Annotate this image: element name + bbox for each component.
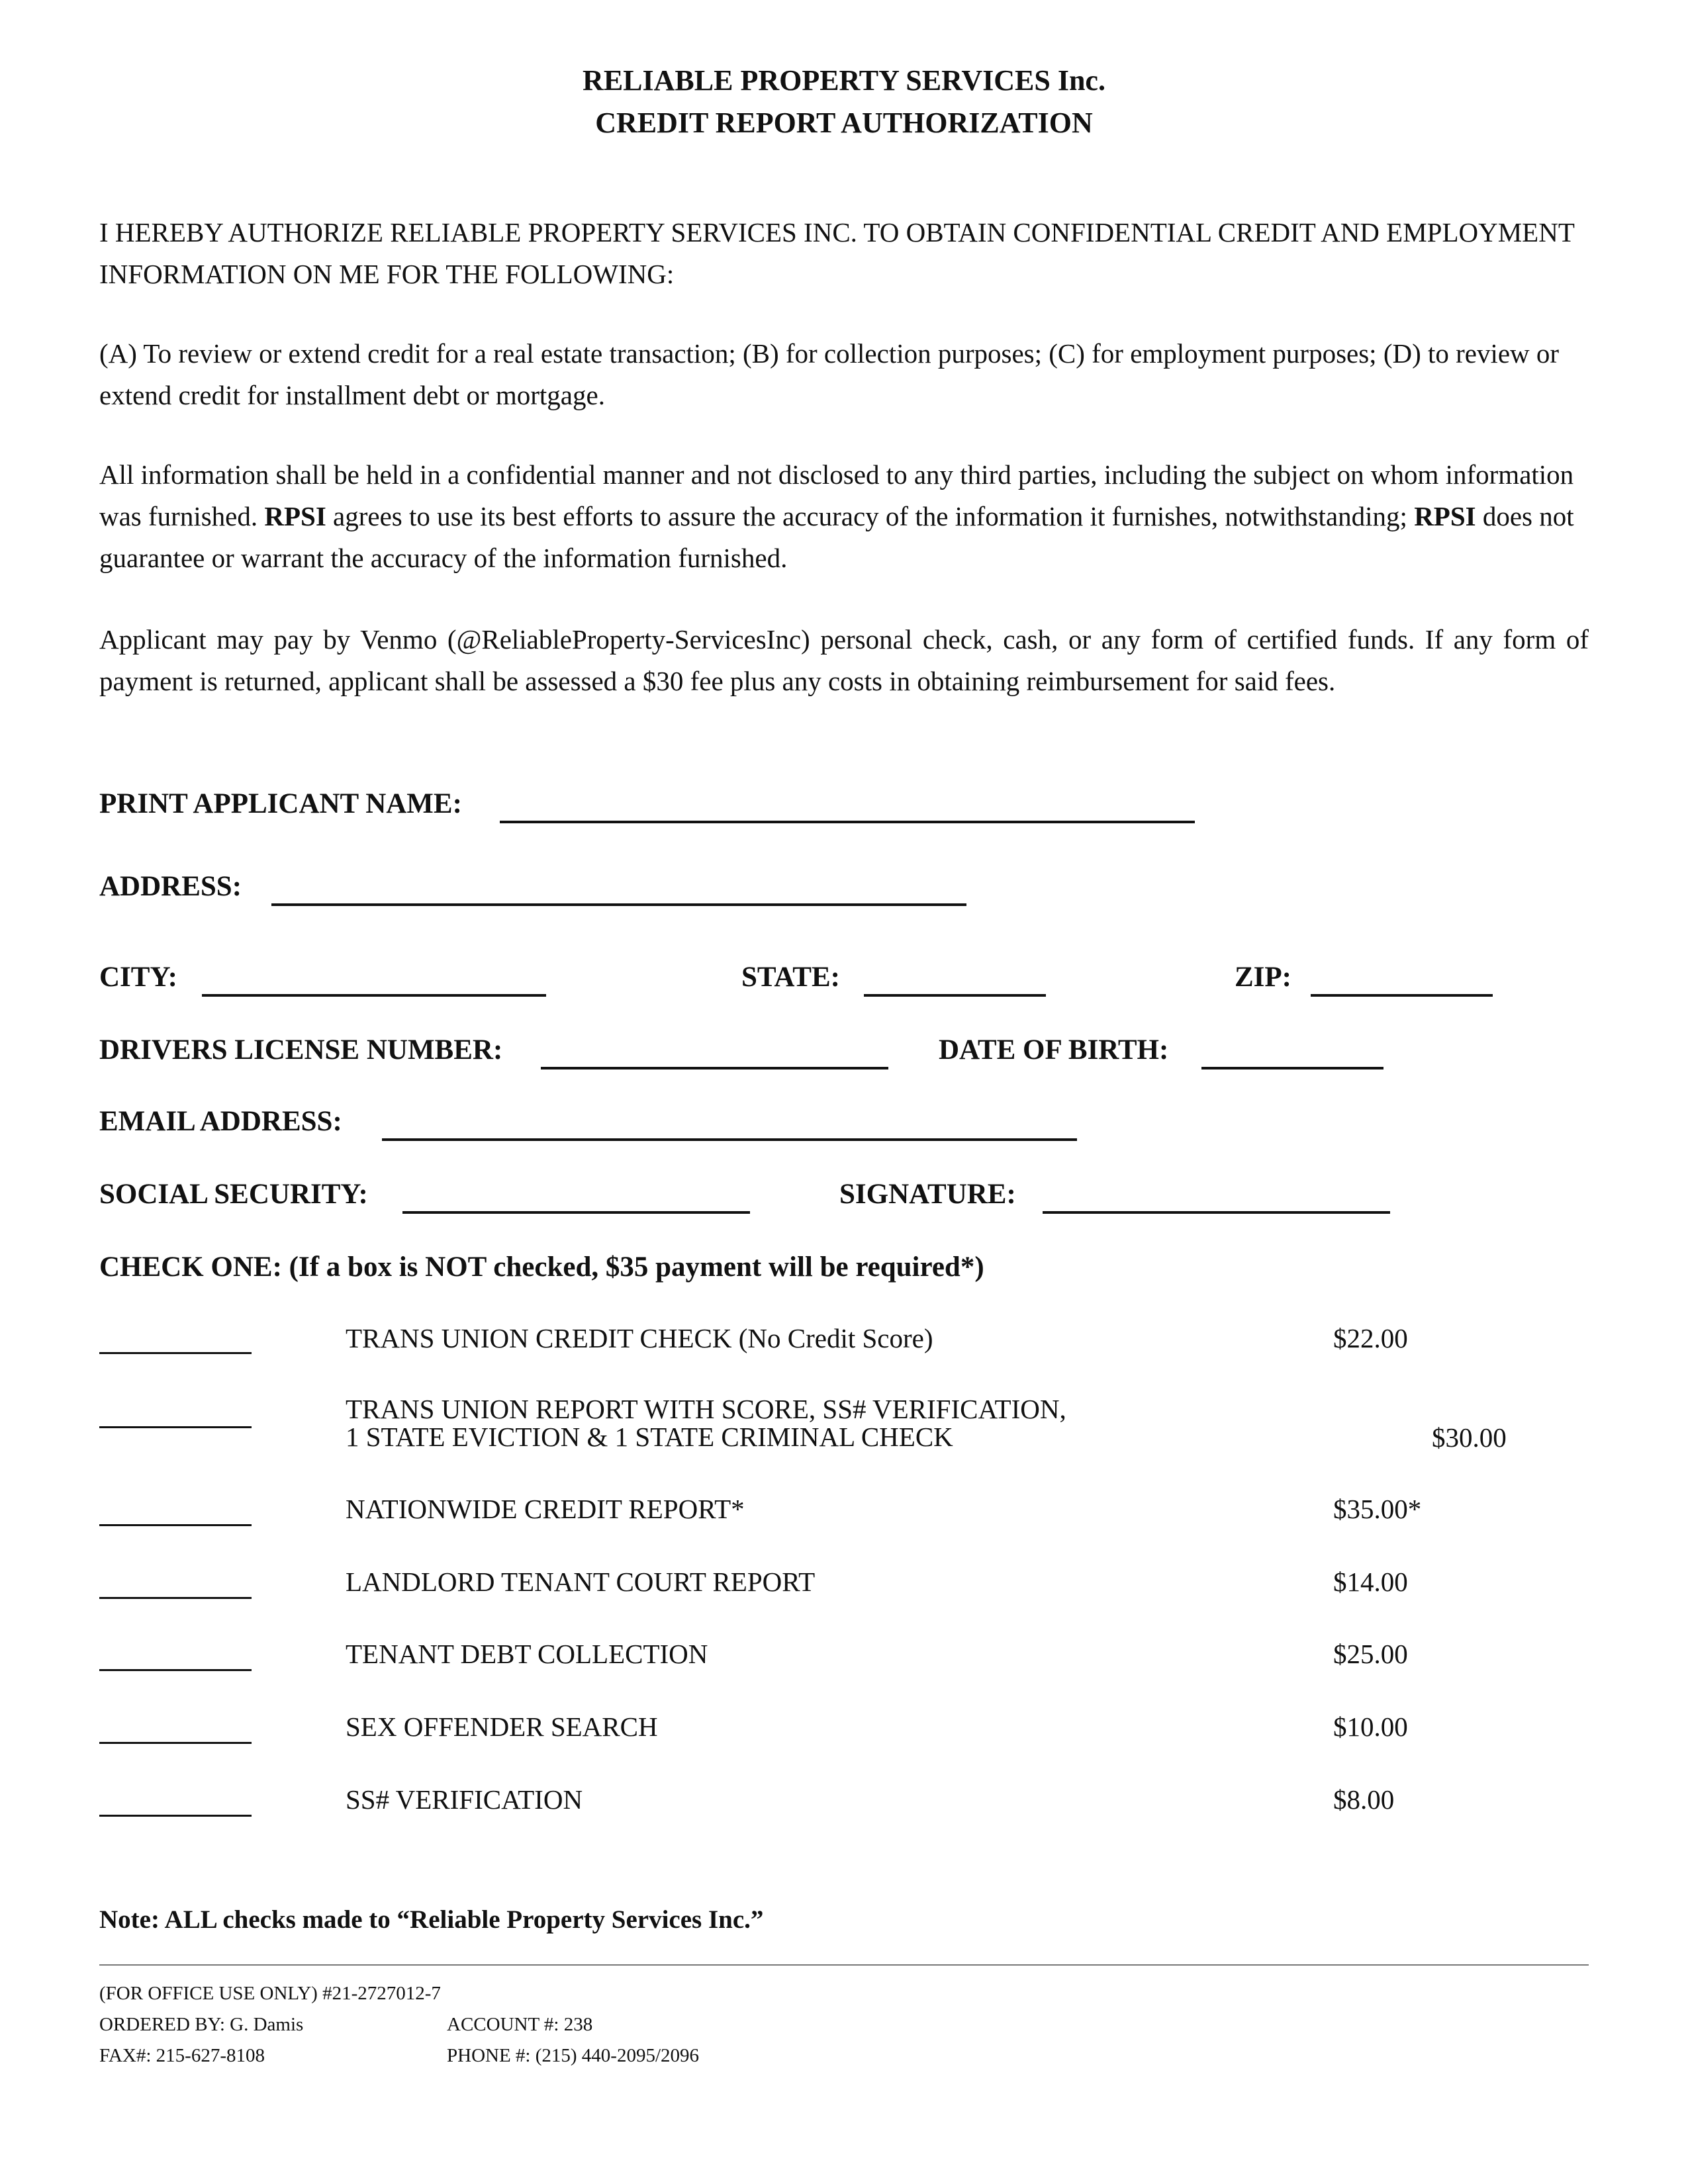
option-price-tu-credit: $22.00 <box>1333 1323 1408 1353</box>
rpsi-abbrev: RPSI <box>1414 501 1476 531</box>
state-field[interactable] <box>864 994 1046 997</box>
dob-field[interactable] <box>1201 1067 1383 1069</box>
option-label-tu-score: TRANS UNION REPORT WITH SCORE, SS# VERIFICATION, <box>346 1394 1066 1424</box>
ordered-by: ORDERED BY: G. Damis <box>99 2014 304 2035</box>
city-label: CITY: <box>99 962 177 993</box>
option-price-tu-score: $30.00 <box>1432 1422 1507 1453</box>
check-one-heading: CHECK ONE: (If a box is NOT checked, $35 payment will be required*) <box>99 1251 984 1283</box>
option-label-debt-collection: TENANT DEBT COLLECTION <box>346 1639 708 1669</box>
email-field[interactable] <box>382 1138 1077 1141</box>
state-label: STATE: <box>741 962 840 993</box>
checks-note: Note: ALL checks made to “Reliable Property Services Inc.” <box>99 1905 764 1934</box>
authorization-paragraph: I HEREBY AUTHORIZE RELIABLE PROPERTY SERVICES INC. TO OBTAIN CONFIDENTIAL CREDIT AND EMPLOYMENT INFORMATION ON ME FOR THE FOLLOWING: <box>99 217 1575 289</box>
option-label-landlord-tenant: LANDLORD TENANT COURT REPORT <box>346 1567 816 1597</box>
option-price-ssn-verification: $8.00 <box>1333 1784 1395 1815</box>
option-label-tu-score-line2: 1 STATE EVICTION & 1 STATE CRIMINAL CHECK <box>346 1422 953 1452</box>
applicant-name-field[interactable] <box>500 821 1195 823</box>
option-label-sex-offender: SEX OFFENDER SEARCH <box>346 1711 658 1742</box>
option-checkbox-sex-offender[interactable] <box>99 1742 252 1744</box>
option-checkbox-debt-collection[interactable] <box>99 1669 252 1671</box>
zip-label: ZIP: <box>1235 962 1291 993</box>
company-name: RELIABLE PROPERTY SERVICES Inc. <box>583 64 1105 97</box>
divider <box>99 1964 1589 1966</box>
address-label: ADDRESS: <box>99 871 242 902</box>
phone-number: PHONE #: (215) 440-2095/2096 <box>447 2045 700 2066</box>
zip-field[interactable] <box>1311 994 1493 997</box>
ssn-field[interactable] <box>402 1211 750 1214</box>
option-price-landlord-tenant: $14.00 <box>1333 1567 1408 1597</box>
option-label-tu-credit: TRANS UNION CREDIT CHECK (No Credit Score) <box>346 1323 933 1353</box>
drivers-license-label: DRIVERS LICENSE NUMBER: <box>99 1034 503 1066</box>
confidential-text-3: does not guarantee or warrant the accuracy of the information furnished. <box>99 501 1574 573</box>
option-price-nationwide: $35.00* <box>1333 1494 1422 1524</box>
form-title: CREDIT REPORT AUTHORIZATION <box>595 107 1093 139</box>
signature-label: SIGNATURE: <box>839 1179 1016 1210</box>
option-label-ssn-verification: SS# VERIFICATION <box>346 1784 583 1815</box>
option-checkbox-landlord-tenant[interactable] <box>99 1597 252 1599</box>
ssn-label: SOCIAL SECURITY: <box>99 1179 368 1210</box>
confidential-text-1: All information shall be held in a confidential manner and not disclosed to any third parties, including the subject on whom information was furnished. <box>99 459 1574 531</box>
option-checkbox-ssn-verification[interactable] <box>99 1815 252 1817</box>
city-field[interactable] <box>202 994 546 997</box>
account-number: ACCOUNT #: 238 <box>447 2014 593 2035</box>
option-checkbox-tu-score[interactable] <box>99 1426 252 1428</box>
fax-number: FAX#: 215-627-8108 <box>99 2045 265 2066</box>
drivers-license-field[interactable] <box>541 1067 888 1069</box>
dob-label: DATE OF BIRTH: <box>939 1034 1169 1066</box>
purposes-paragraph: (A) To review or extend credit for a real estate transaction; (B) for collection purposes; (C) for employment purposes; (D) to review or extend credit for installment debt or mortgage. <box>99 338 1560 410</box>
option-price-sex-offender: $10.00 <box>1333 1711 1408 1742</box>
payment-paragraph: Applicant may pay by Venmo (@ReliableProperty-ServicesInc) personal check, cash, or any form of certified funds. If any form of payment is returned, applicant shall be assessed a $30 fee plus any costs in obtaining reimbursement for said fees. <box>99 624 1589 696</box>
option-checkbox-tu-credit[interactable] <box>99 1352 252 1354</box>
rpsi-abbrev: RPSI <box>264 501 326 531</box>
option-price-debt-collection: $25.00 <box>1333 1639 1408 1669</box>
address-field[interactable] <box>271 903 966 906</box>
email-label: EMAIL ADDRESS: <box>99 1106 342 1137</box>
option-checkbox-nationwide[interactable] <box>99 1524 252 1526</box>
office-use-header: (FOR OFFICE USE ONLY) #21-2727012-7 <box>99 1983 441 2004</box>
confidential-text-2: agrees to use its best efforts to assure the accuracy of the information it furnishes, notwithstanding; <box>333 501 1407 531</box>
signature-field[interactable] <box>1043 1211 1390 1214</box>
applicant-name-label: PRINT APPLICANT NAME: <box>99 788 462 819</box>
option-label-nationwide: NATIONWIDE CREDIT REPORT* <box>346 1494 745 1524</box>
confidentiality-paragraph <box>99 454 1589 579</box>
